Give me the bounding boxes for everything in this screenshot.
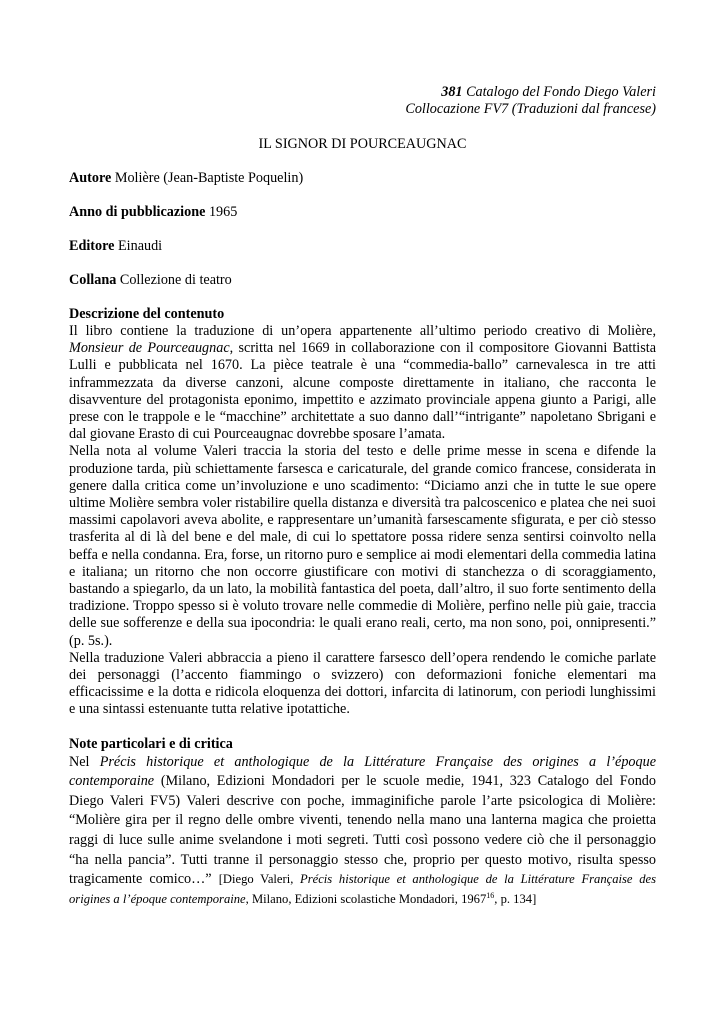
ref-text-b: , Milano, Edizioni scolastiche Mondadori, 1967: [245, 891, 487, 906]
p1-text-a: Il libro contiene la traduzione di un’opera appartenente all’ultimo periodo creativo di Molière,: [69, 323, 656, 339]
page-title: IL SIGNOR DI POURCEAUGNAC: [258, 136, 467, 152]
autore-value: Molière (Jean-Baptiste Poquelin): [111, 170, 304, 186]
ref-work-title: Précis historique et anthologique de la Littérature Française des origines a l’époque contemporaine: [69, 872, 656, 906]
catalog-line: [69, 84, 656, 101]
note-text-b: (Milano, Edizioni Mondadori per le scuole medie, 1941, 323 Catalogo del Fondo Diego Valeri FV5) Valeri descrive con poche, immaginifiche parole l’arte psicologica di Molière: “Molière gira per il regno delle ombre viventi, tenendo nella mano una lanterna magica che proietta raggi di luce sulle anime svelandone i moti segreti. Tutti così possono vedere ciò che il personaggio “ha nella pancia”. Tutti tranne il personaggio stesso che, proprio per questo motivo, risulta spesso tragicamente comico…”: [69, 773, 656, 888]
field-anno: [69, 204, 656, 221]
note-paragraph: [69, 753, 656, 910]
p1-work-title: Monsieur de Pourceaugnac: [69, 340, 230, 357]
collana-value: Collezione di teatro: [116, 272, 232, 288]
anno-label: Anno di pubblicazione: [69, 204, 206, 220]
note-text-a: Nel: [69, 753, 100, 770]
field-editore: [69, 238, 656, 255]
editore-value: Einaudi: [114, 238, 163, 254]
note-work-title: Précis historique et anthologique de la Littérature Française des origines a l’époque contemporaine: [69, 753, 656, 790]
location-line: Collocazione FV7 (Traduzioni dal francese): [405, 101, 656, 117]
descrizione-paragraph-2: Nella nota al volume Valeri traccia la storia del testo e delle prime messe in scena e difende la produzione tarda, più schiettamente farsesca e caricaturale, del grande comico francese, considerata in genere dalla critica come un’involuzione e uno scadimento: “Diciamo anzi che in tutte le sue opere ultime Molière sembra voler ristabilire quella distanza e diversità tra palcoscenico e platea che nei suoi massimi capolavori aveva abolite, e rappresentare un’umanità farsescamente sfigurata, e per ciò stesso trasferita al di là del bene e del male, di cui lo spettatore possa ridere senza sentirsi coinvolto nella beffa e nella condanna. Era, forse, un ritorno puro e semplice ai modi elementari della commedia latina e italiana; un ritorno che non occorre giustificare con motivi di stanchezza o di scoraggiamento, bastando a spiegarlo, da un lato, la mobilità fantastica del poeta, dall’altro, il suo forte sentimento della tradizione. Troppo spesso si è voluto trovare nelle commedie di Molière, perfino nelle più gaie, traccia delle sue sofferenze e della sua ipocondria: le quali erano reali, certo, ma non sono, poi, onnipresenti.” (p. 5s.).: [69, 443, 656, 649]
descrizione-paragraph-1: [69, 323, 656, 443]
field-autore: [69, 170, 656, 187]
anno-value: 1965: [205, 204, 238, 220]
field-collana: [69, 272, 656, 289]
document-page: [69, 84, 656, 909]
note-heading: Note particolari e di critica: [69, 735, 233, 752]
ref-edition-sup: 16: [486, 890, 495, 900]
descrizione-paragraph-3: Nella traduzione Valeri abbraccia a pieno il carattere farsesco dell’opera rendendo le comiche parlate dei personaggi (l’accento fiammingo o svizzero) con deformazioni foniche elementari ma efficacissime e la dotta e ridicola eloquenza dei dottori, infarcita di latinorum, con periodi lunghissimi e una sintassi estenuante tutta relative ipotattiche.: [69, 649, 656, 718]
ref-text-a: [Diego Valeri,: [218, 872, 301, 887]
p1-text-b: , scritta nel 1669 in collaborazione con il compositore Giovanni Battista Lulli e pubblicata nel 1670. La pièce teatrale è una “commedia-ballo” carnevalesca in tre atti inframmezzata da diverse canzoni, alcune composte direttamente in italiano, che racconta le disavventure del protagonista eponimo, impettito e azzimato provinciale appena giunto a Parigi, alle prese con le trappole e le “macchine” architettate a suo danno dall’“intrigante” napoletano Sbrigani e dal giovane Erasto di cui Pourceaugnac dovrebbe sposare l’amata.: [69, 340, 657, 443]
catalog-number: 381: [441, 84, 463, 100]
catalog-header: [69, 84, 656, 118]
ref-text-c: , p. 134]: [494, 891, 537, 906]
editore-label: Editore: [69, 238, 115, 254]
descrizione-heading: Descrizione del contenuto: [69, 306, 225, 322]
autore-label: Autore: [69, 170, 112, 186]
catalog-text: Catalogo del Fondo Diego Valeri: [462, 84, 656, 100]
collana-label: Collana: [69, 272, 117, 288]
